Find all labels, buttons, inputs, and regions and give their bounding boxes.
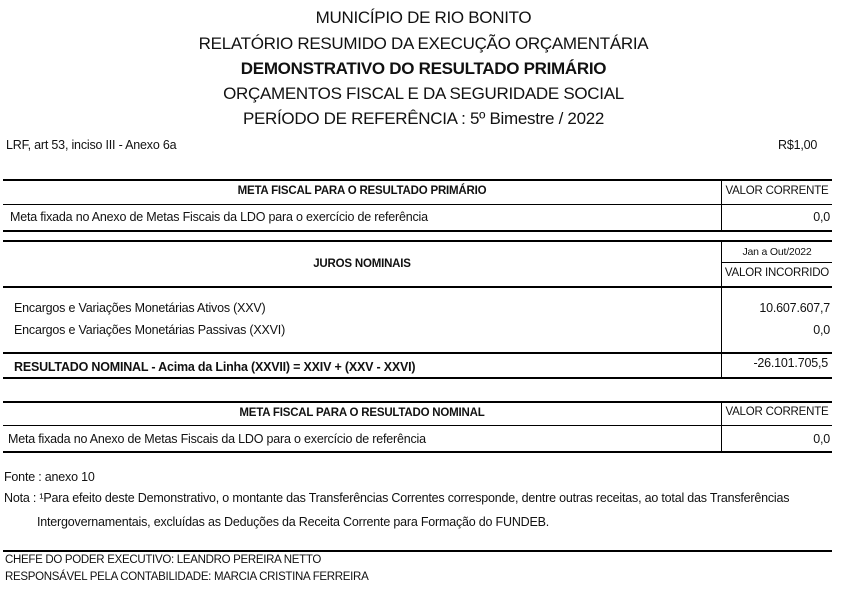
table-border <box>3 286 832 288</box>
row-label: Encargos e Variações Monetárias Passivas (XXVI) <box>14 323 286 337</box>
explanatory-note: Nota : ¹Para efeito deste Demonstrativo, o montante das Transferências Correntes corresponde, dentre outras receitas, ao total das Transferências <box>4 491 790 505</box>
row-label: Meta fixada no Anexo de Metas Fiscais da LDO para o exercício de referência <box>10 210 428 224</box>
column-header-label: META FISCAL PARA O RESULTADO NOMINAL <box>239 407 485 419</box>
row-value: 0,0 <box>813 432 830 446</box>
legal-reference: LRF, art 53, inciso III - Anexo 6a <box>6 138 177 152</box>
statement-title: DEMONSTRATIVO DO RESULTADO PRIMÁRIO <box>240 59 607 78</box>
budget-scope: ORÇAMENTOS FISCAL E DA SEGURIDADE SOCIAL <box>223 84 624 103</box>
source-note: Fonte : anexo 10 <box>4 470 95 484</box>
column-header-value: VALOR INCORRIDO <box>724 267 830 279</box>
row-value: 0,0 <box>813 210 830 224</box>
column-header-value: VALOR CORRENTE <box>725 185 829 197</box>
row-value: 10.607.607,7 <box>759 301 830 315</box>
column-header-label: JUROS NOMINAIS <box>313 258 411 270</box>
table-border <box>3 230 832 232</box>
table-border <box>3 401 832 403</box>
row-label: Meta fixada no Anexo de Metas Fiscais da LDO para o exercício de referência <box>8 432 426 446</box>
reference-period: PERÍODO DE REFERÊNCIA : 5º Bimestre / 2022 <box>242 109 605 128</box>
executive-signer: CHEFE DO PODER EXECUTIVO: LEANDRO PEREIRA NETTO <box>5 554 322 566</box>
row-label: Encargos e Variações Monetárias Ativos (XXV) <box>14 301 266 315</box>
column-header-value: VALOR CORRENTE <box>725 406 829 418</box>
explanatory-note-continuation: Intergovernamentais, excluídas as Deduções da Receita Corrente para Formação do FUNDEB. <box>37 515 550 529</box>
table-border <box>3 179 832 181</box>
table-border <box>3 377 832 379</box>
total-row-value: -26.101.705,5 <box>753 356 828 370</box>
column-header-label: META FISCAL PARA O RESULTADO PRIMÁRIO <box>237 185 487 197</box>
table-border <box>3 425 832 426</box>
table-border <box>3 352 832 354</box>
report-title: RELATÓRIO RESUMIDO DA EXECUÇÃO ORÇAMENTÁRIA <box>198 34 649 53</box>
total-row-label: RESULTADO NOMINAL - Acima da Linha (XXVII) = XXIV + (XXV - XXVI) <box>14 360 416 374</box>
municipality-title: MUNICÍPIO DE RIO BONITO <box>315 8 532 27</box>
signature-divider <box>3 550 832 552</box>
table-border <box>722 262 832 263</box>
row-value: 0,0 <box>813 323 830 337</box>
currency-unit: R$1,00 <box>778 138 818 152</box>
period-label: Jan a Out/2022 <box>742 246 812 258</box>
table-border <box>3 240 832 242</box>
accounting-signer: RESPONSÁVEL PELA CONTABILIDADE: MARCIA CRISTINA FERREIRA <box>5 571 369 583</box>
table-border <box>3 451 832 453</box>
table-border <box>3 204 832 205</box>
